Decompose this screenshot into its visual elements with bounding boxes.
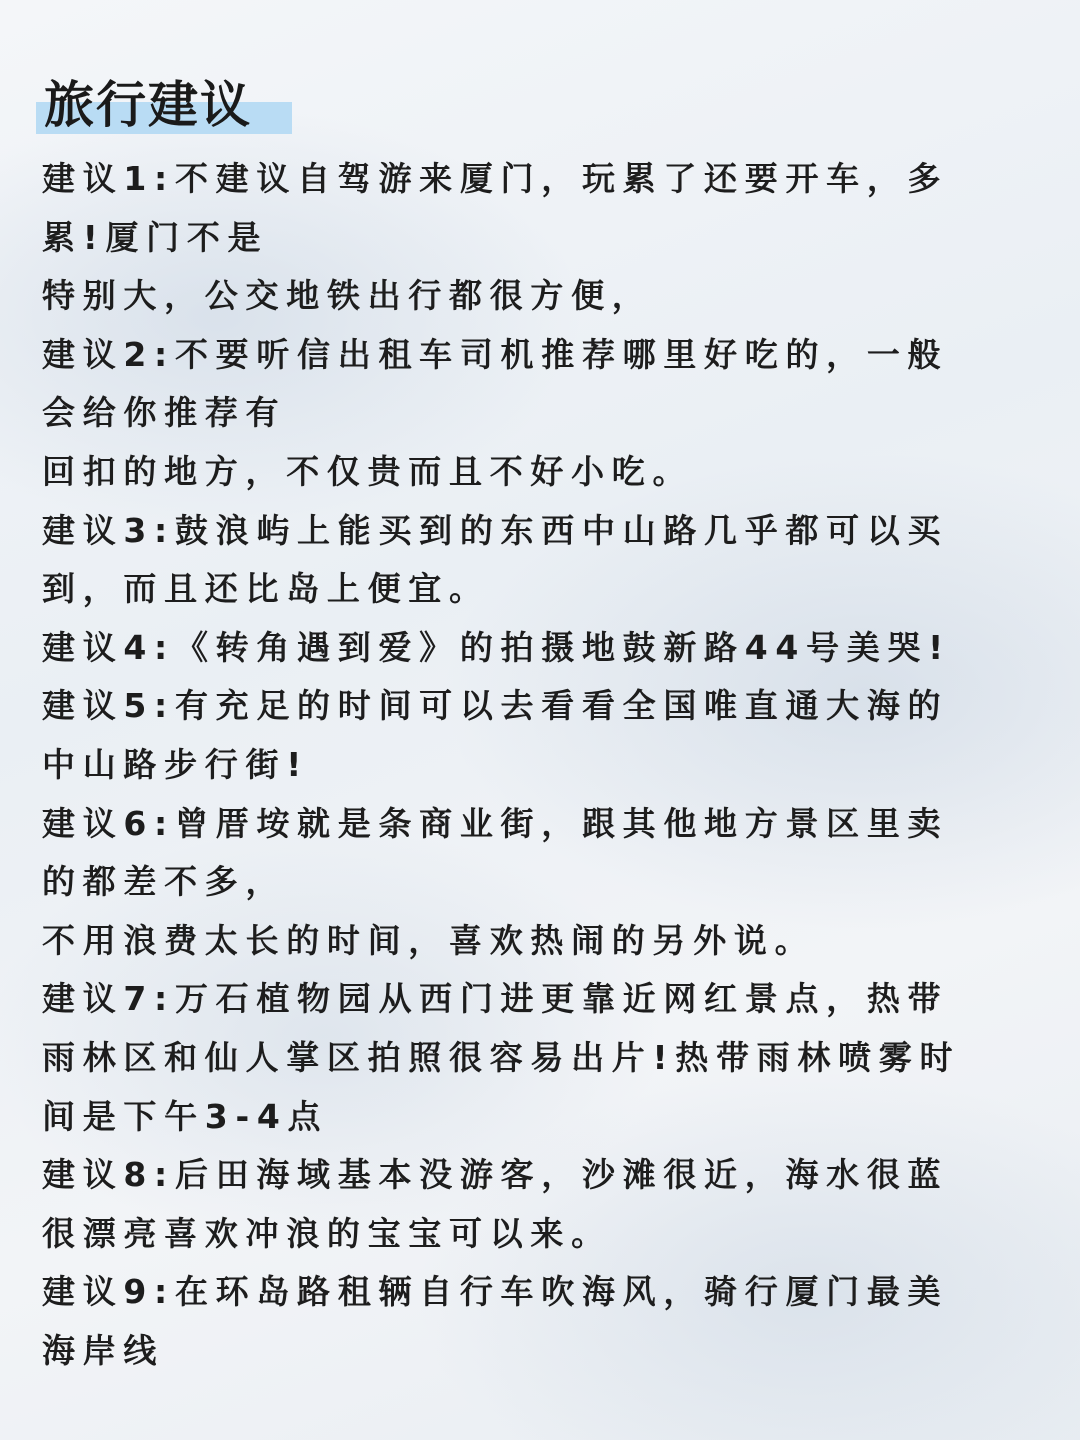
text-line-content: 到，而且还比岛上便宜。 (42, 569, 490, 612)
text-line (42, 326, 1042, 385)
text-line (42, 970, 1042, 1029)
text-line (42, 1205, 1042, 1264)
text-line (42, 209, 1042, 268)
text-line-content: 建议8:后田海域基本没游客，沙滩很近，海水很蓝 (42, 1155, 948, 1198)
text-line (42, 736, 1042, 795)
text-line-content: 间是下午3-4点 (42, 1097, 328, 1140)
text-line-content: 建议1:不建议自驾游来厦门，玩累了还要开车，多 (42, 159, 948, 202)
text-line (42, 267, 1042, 326)
text-line-content: 很漂亮喜欢冲浪的宝宝可以来。 (42, 1214, 612, 1257)
text-line (42, 1088, 1042, 1147)
text-line (42, 1263, 1042, 1322)
page-title: 旅行建议 (44, 76, 252, 134)
text-line-content: 特别大，公交地铁出行都很方便， (42, 276, 653, 319)
text-line-content: 累!厦门不是 (42, 218, 268, 261)
text-line (42, 795, 1042, 854)
text-line-content: 回扣的地方，不仅贵而且不好小吃。 (42, 452, 693, 495)
text-line-content: 不用浪费太长的时间，喜欢热闹的另外说。 (42, 921, 815, 964)
text-line (42, 502, 1042, 561)
text-line-content: 会给你推荐有 (42, 393, 286, 436)
text-line-content: 建议7:万石植物园从西门进更靠近网红景点，热带 (42, 979, 948, 1022)
text-line (42, 1322, 1042, 1381)
text-line (42, 384, 1042, 443)
text-line-content: 的都差不多， (42, 862, 286, 905)
text-line (42, 853, 1042, 912)
text-line (42, 677, 1042, 736)
text-line-content: 中山路步行街! (42, 745, 309, 788)
text-line-content: 建议6:曾厝垵就是条商业街，跟其他地方景区里卖 (42, 804, 948, 847)
text-line (42, 150, 1042, 209)
text-line (42, 560, 1042, 619)
page-title-block (44, 72, 252, 138)
advice-list (42, 150, 1042, 1380)
text-line-content: 建议2:不要听信出租车司机推荐哪里好吃的，一般 (42, 335, 948, 378)
text-line (42, 1029, 1042, 1088)
text-line (42, 619, 1042, 678)
text-line (42, 1146, 1042, 1205)
text-line-content: 建议3:鼓浪屿上能买到的东西中山路几乎都可以买 (42, 511, 948, 554)
text-line-content: 建议4:《转角遇到爱》的拍摄地鼓新路44号美哭! (42, 628, 951, 671)
text-line-content: 建议9:在环岛路租辆自行车吹海风，骑行厦门最美 (42, 1272, 948, 1315)
text-line (42, 443, 1042, 502)
text-line-content: 雨林区和仙人掌区拍照很容易出片!热带雨林喷雾时 (42, 1038, 960, 1081)
text-line-content: 海岸线 (42, 1331, 164, 1374)
text-line-content: 建议5:有充足的时间可以去看看全国唯直通大海的 (42, 686, 948, 729)
text-line (42, 912, 1042, 971)
